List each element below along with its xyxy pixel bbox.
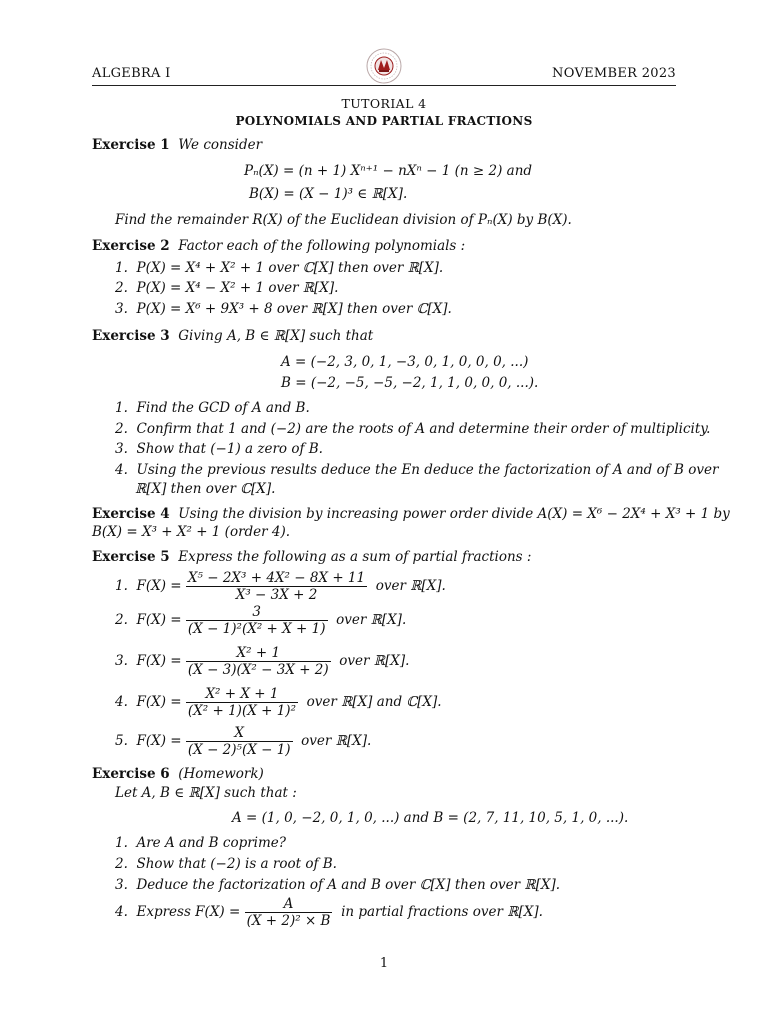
exercise-6-heading [92,766,264,783]
exercise-5-intro: Express the following as a sum of partial fractions : [178,549,532,565]
fraction: $\frac{3}{\text{(X − 1)²(X² + X + 1)}}$ [187,604,326,637]
exercise-3-eq-a: A = (−2, 3, 0, 1, −3, 0, 1, 0, 0, 0, ...) [281,354,529,370]
page-number: 1 [379,956,389,971]
list-item: 2. P(X) = X⁴ − X² + 1 over ℝ[X]. [115,280,339,296]
tutorial-number: TUTORIAL 4 [341,96,427,111]
exercise-4-label: Exercise 4 [92,506,170,522]
exercise-2-label: Exercise 2 [92,238,170,254]
exercise-4-heading [92,506,730,523]
header-rule [92,85,676,86]
exercise-6-label: Exercise 6 [92,766,170,782]
exercise-5-label: Exercise 5 [92,549,170,565]
exercise-1-intro: We consider [178,137,263,153]
tutorial-subject: POLYNOMIALS AND PARTIAL FRACTIONS [235,114,533,128]
exercise-3-label: Exercise 3 [92,328,170,344]
list-item: 2. F(X) = $\frac{3}{\text{(X − 1)²(X² + X + 1)}}$ over ℝ[X]. [115,604,407,637]
fraction: $\frac{\text{X² + X + 1}}{\text{(X² + 1)(X + 1)²}}$ [187,686,296,719]
list-item: 1. F(X) = $\frac{\text{X⁵ − 2X³ + 4X² − 8X + 11}}{\text{X³ − 3X + 2}}$ over ℝ[X]. [115,570,446,603]
exercise-1-eq-b: B(X) = (X − 1)³ ∈ ℝ[X]. [249,186,408,202]
list-item: 5. F(X) = $\frac{X}{\text{(X − 2)⁵(X − 1)}}$ over ℝ[X]. [115,725,372,758]
list-item: 4. Express F(X) = $\frac{A}{\text{(X + 2)² × B}}$ in partial fractions over ℝ[X]. [115,896,543,929]
list-item: 3. P(X) = X⁶ + 9X³ + 8 over ℝ[X] then over ℂ[X]. [115,301,452,317]
list-item: 2. Confirm that 1 and (−2) are the roots of A and determine their order of multiplicity. [115,421,711,437]
exercise-3-heading [92,328,373,345]
exercise-1-eq-p: Pₙ(X) = (n + 1) Xⁿ⁺¹ − nXⁿ − 1 (n ≥ 2) and [244,163,533,179]
list-item: 1. Are A and B coprime? [115,835,287,851]
exercise-4-line1: Using the division by increasing power order divide A(X) = X⁶ − 2X⁴ + X³ + 1 by [178,506,730,522]
header-course: ALGEBRA I [92,66,171,81]
fraction: $\frac{A}{\text{(X + 2)² × B}}$ [246,896,331,929]
list-item: 2. Show that (−2) is a root of B. [115,856,337,872]
exercise-3-eq-b: B = (−2, −5, −5, −2, 1, 1, 0, 0, 0, ...). [281,375,539,391]
list-item: 1. Find the GCD of A and B. [115,400,310,416]
header-date: NOVEMBER 2023 [552,66,676,81]
fraction: $\frac{\text{X⁵ − 2X³ + 4X² − 8X + 11}}{\text{X³ − 3X + 2}}$ [187,570,366,603]
list-item: 3. Deduce the factorization of A and B over ℂ[X] then over ℝ[X]. [115,877,561,893]
exercise-6-intro: (Homework) [178,766,264,782]
list-item: 4. F(X) = $\frac{\text{X² + X + 1}}{\text{(X² + 1)(X + 1)²}}$ over ℝ[X] and ℂ[X]. [115,686,442,719]
exercise-4-line2: B(X) = X³ + X² + 1 (order 4). [92,524,291,540]
list-item: 4. Using the previous results deduce the En deduce the factorization of A and of B over [115,462,719,478]
list-item-continuation: ℝ[X] then over ℂ[X]. [135,481,276,497]
list-item: 1. P(X) = X⁴ + X² + 1 over ℂ[X] then over ℝ[X]. [115,260,444,276]
list-item: 3. F(X) = $\frac{\text{X² + 1}}{\text{(X − 3)(X² − 3X + 2)}}$ over ℝ[X]. [115,645,410,678]
exercise-6-eq: A = (1, 0, −2, 0, 1, 0, ...) and B = (2, 7, 11, 10, 5, 1, 0, ...). [232,810,629,826]
exercise-3-intro: Giving A, B ∈ ℝ[X] such that [178,328,374,344]
exercise-6-line: Let A, B ∈ ℝ[X] such that : [115,785,297,801]
exercise-5-heading [92,549,531,566]
university-seal-icon [366,48,402,84]
exercise-2-intro: Factor each of the following polynomials : [178,238,466,254]
exercise-1-label: Exercise 1 [92,137,170,153]
fraction: $\frac{X}{\text{(X − 2)⁵(X − 1)}}$ [187,725,291,758]
exercise-1-task: Find the remainder R(X) of the Euclidean division of Pₙ(X) by B(X). [115,212,572,228]
list-item: 3. Show that (−1) a zero of B. [115,441,323,457]
exercise-1-heading [92,137,262,154]
exercise-2-heading [92,238,465,255]
fraction: $\frac{\text{X² + 1}}{\text{(X − 3)(X² − 3X + 2)}}$ [187,645,329,678]
